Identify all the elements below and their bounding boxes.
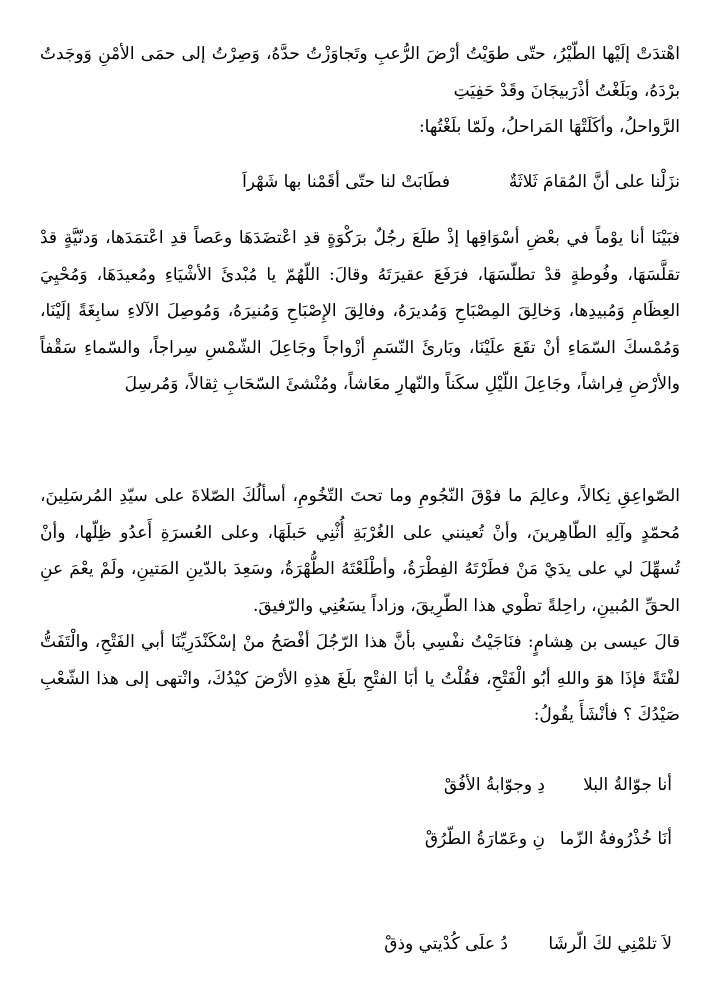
paragraph-5: قالَ عيسى بن هِشامٍ: فنَاجَيْتُ نفْسِي بأنَّ هذا الرّجُلَ أفْصَحُ منْ إسْكَنْدَرِيِّنَا أبي الفَتْحِ، والْتَفَتُّ لفْتَةً فإذَا هوَ واللهِ أبُو الْفَتْحِ، فقُلْتُ يا أبَا الفتْحِ بلَغَ هذِهِ الأرْضَ كيْدُكَ، وانْتهى إلى هذا الشّعْبِ صَيْدُكَ ؟ فأنْشَأَ يقُولُ: bbox=[40, 632, 680, 725]
verse-3-second-hemistich: نِ وعَمّارَةُ الطّرُقْ bbox=[424, 829, 545, 849]
verse-3-first-hemistich: أنَا خُذْرُوفةُ الزّما bbox=[559, 829, 672, 849]
paragraph-4: الصّواعِقِ نِكالاً، وعالِمَ ما فوْقَ النّجُومِ وما تحتَ التّخُومِ، أسألُكَ الصّلاةَ على سيّدِ المُرسَلِينَ، مُحمّدٍ وآلِهِ الطّاهِرينَ، وأنْ تُعينني على الغُرْبَةِ أُثْنِي حَبلَهَا، وعلى العُسرَةِ أَعدُو ظِلّها، وأنْ تُسهِّلَ لي على يدَيْ مَنْ فطَرْتَهُ الفِطْرَةُ، وأطْلَعْتَهُ الطُّهْرَةُ، وسَعِدَ بالدّينِ المَتينِ، ولَمْ يعْمَ عنِ الحقِّ المُبينِ، راحِلةً تطْوي هذا الطّرِيقَ، وزاداً يسَعُنِي والرّفيقَ. bbox=[40, 486, 680, 616]
verse-2-second-hemistich: دِ وجوّابةُ الأفُقْ bbox=[443, 775, 545, 795]
verse-4-first-hemistich: لاَ تلمْنِي لكَ الّرشَا bbox=[548, 934, 672, 954]
verse-2-first-hemistich: أنا جوّالةُ البلا bbox=[583, 775, 672, 795]
paragraph-2: الرَّواحلُ، وأكَلَتْهَا المَراحلُ، ولَمّا بلَغْتُها: bbox=[418, 117, 680, 137]
verse-1-second-hemistich: فطَابَتْ لنا حتّى أقَمْنا بها شَهْراَ bbox=[242, 172, 450, 192]
verse-1-first-hemistich: نزَلْنا على أنَّ المُقامَ ثَلاثَةٌ bbox=[508, 172, 680, 192]
paragraph-1: اهْتدَتْ إلَيْها الطّيْرُ، حتّى طوَيْتُ أرْضَ الرُّعبِ وتَجاوَزْتُ حدَّهُ، وَصِرْتُ إلى حمَى الأمْنِ وَوجَدتُ برْدَهُ، وبَلَغْتُ أذْرَبيجَانَ وقَدْ حَفِيَتِ bbox=[40, 44, 680, 101]
verse-4-second-hemistich: دُ علَى كُدْيتي وذقْ bbox=[384, 934, 508, 954]
paragraph-3: فبَيْنَا أنا يوْماً في بعْضِ أسْوَاقِها إذْ طلَعَ رجُلٌ برَكْوَةٍ قدِ اعْتضَدَهَا وعَصاً قدِ اعْتمَدَها، وَدنّيَّةٍ قدْ تقلَّسَهَا، وفُوطةٍ قدْ تطلّسَهَا، فرَفَعَ عقيرَتَهُ وقالَ: اللّهُمّ يا مُبْدئَ الأشْيَاءِ ومُعيدَهَا، وَمُحْيِيَ العِظَامِ وَمُبيدِها، وَخالِقَ المِصْبَاحِ وَمُديرَهُ، وفالِقَ الإِصْبَاحِ وَمُنيرَهُ، وَمُوصِلَ الآلاءِ سابِغَةً إلَيْنَا، وَمُمْسكَ السّمَاءِ أنْ تقَعَ علَيْنَا، وبَارئَ النّسَمِ أزْواجاً وجَاعِلَ الشّمْسِ سِراجاً، والسّماءِ سَقْفاً والأرْضِ فِراشاً، وجَاعِلَ اللّيْلِ سكَناً والنّهارِ معَاشاً، ومُنْشئَ السّحَابِ ثِقالاً، وَمُرسِلَ bbox=[40, 228, 680, 394]
